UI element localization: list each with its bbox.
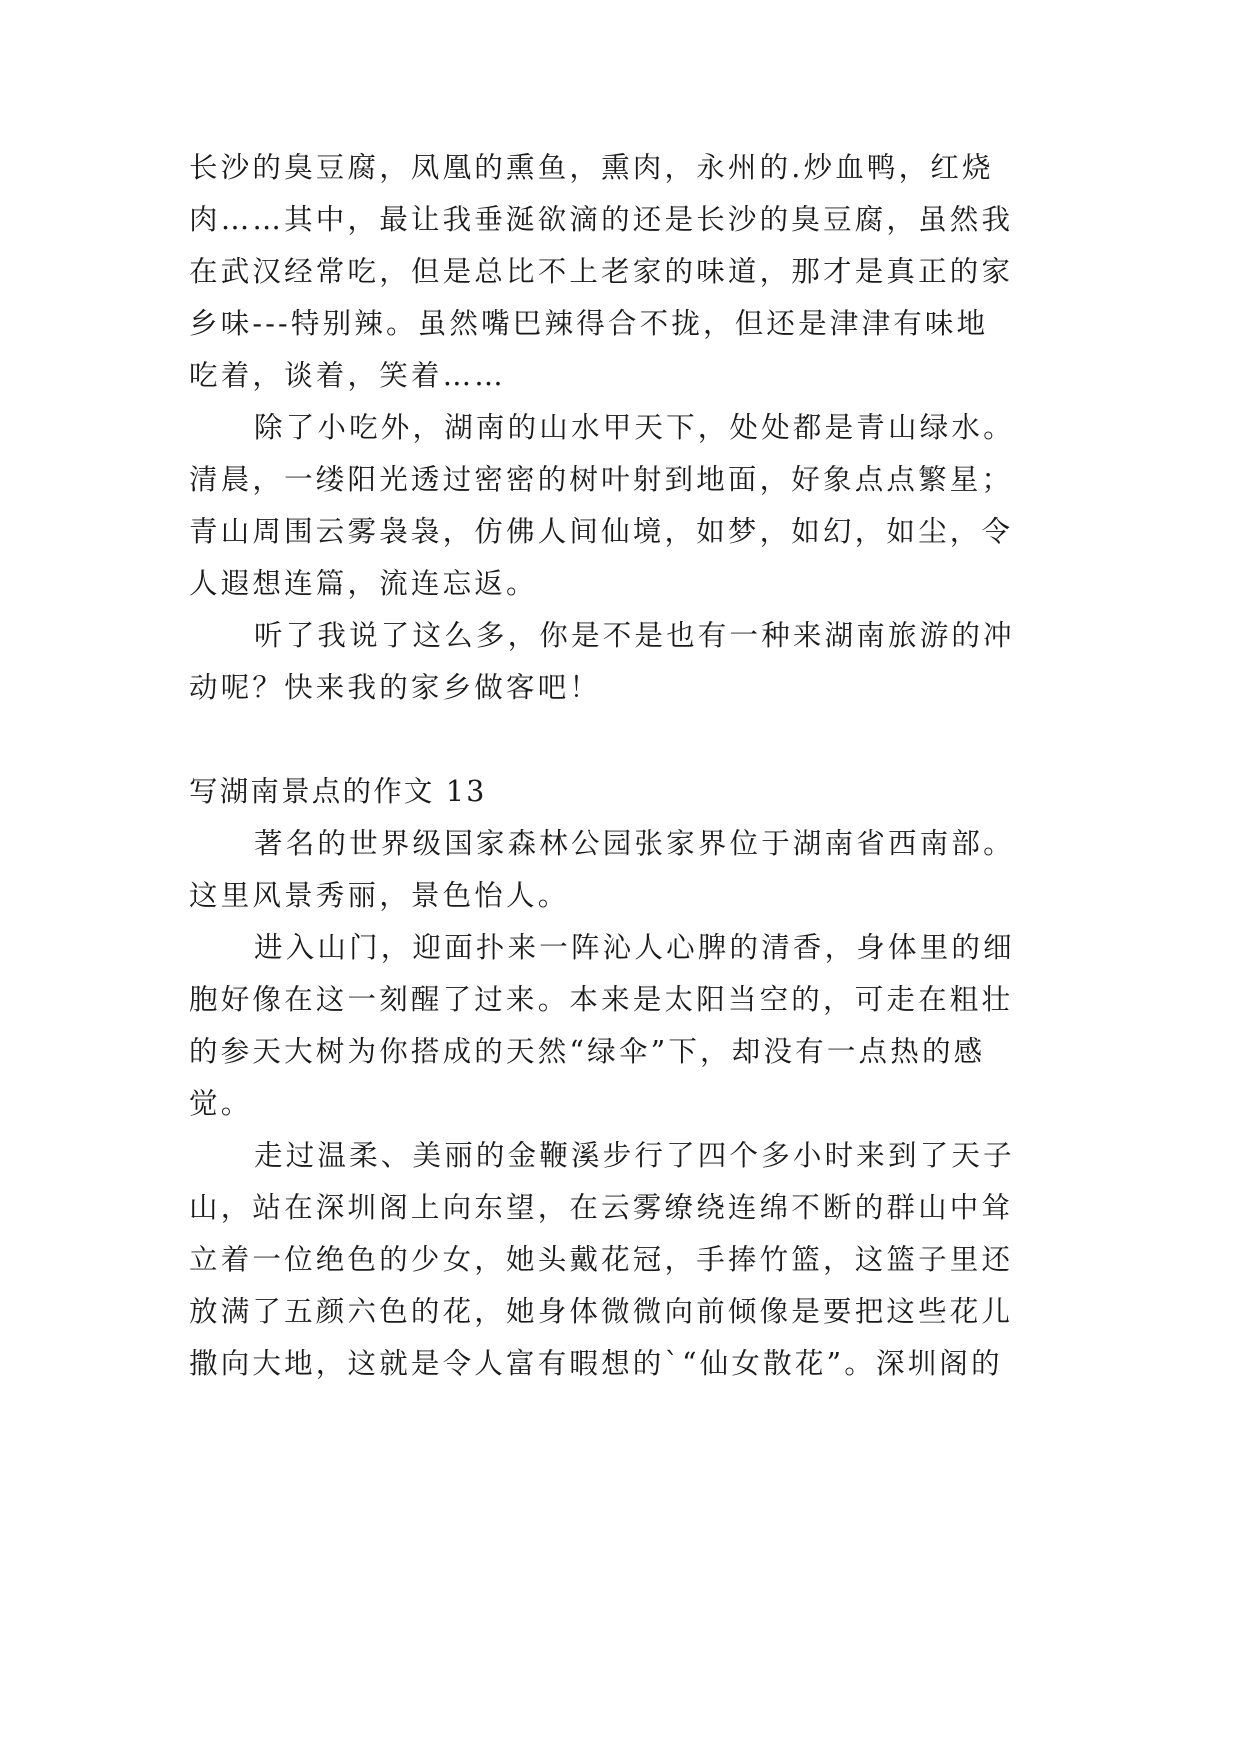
paragraph-start: 听了我说了这么多，你是不是也有一种来湖南旅游的冲: [254, 619, 1015, 652]
text-line: 山，站在深圳阁上向东望，在云雾缭绕连绵不断的群山中耸: [189, 1191, 1014, 1224]
text-line: 觉。: [189, 1087, 253, 1120]
text-line: 长沙的臭豆腐，凤凰的熏鱼，熏肉，永州的.炒血鸭，红烧: [189, 151, 994, 184]
section-heading: 写湖南景点的作文 13: [189, 775, 487, 808]
text-line: 人遐想连篇，流连忘返。: [189, 567, 538, 600]
paragraph-start: 走过温柔、美丽的金鞭溪步行了四个多小时来到了天子: [254, 1139, 1015, 1172]
text-line: 动呢？快来我的家乡做客吧！: [189, 671, 602, 704]
paragraph-start: 进入山门，迎面扑来一阵沁人心脾的清香，身体里的细: [254, 931, 1015, 964]
text-line: 乡味---特别辣。虽然嘴巴辣得合不拢，但还是津津有味地: [189, 307, 989, 340]
text-line: 胞好像在这一刻醒了过来。本来是太阳当空的，可走在粗壮: [189, 983, 1014, 1016]
text-line: 肉……其中，最让我垂涎欲滴的还是长沙的臭豆腐，虽然我: [189, 203, 1014, 236]
text-line: 的参天大树为你搭成的天然“绿伞”下，却没有一点热的感: [189, 1035, 986, 1068]
text-line: 撒向大地，这就是令人富有暇想的`“仙女散花”。深圳阁的: [189, 1347, 1003, 1380]
text-line: 青山周围云雾袅袅，仿佛人间仙境，如梦，如幻，如尘，令: [189, 515, 1014, 548]
text-line: 放满了五颜六色的花，她身体微微向前倾像是要把这些花儿: [189, 1295, 1014, 1328]
text-line: 吃着，谈着，笑着……: [189, 359, 507, 392]
text-line: 清晨，一缕阳光透过密密的树叶射到地面，好象点点繁星；: [189, 463, 1014, 496]
text-line: 这里风景秀丽，景色怡人。: [189, 879, 570, 912]
text-line: 在武汉经常吃，但是总比不上老家的味道，那才是真正的家: [189, 255, 1014, 288]
text-line: 立着一位绝色的少女，她头戴花冠，手捧竹篮，这篮子里还: [189, 1243, 1014, 1276]
paragraph-start: 除了小吃外，湖南的山水甲天下，处处都是青山绿水。: [254, 411, 1015, 444]
paragraph-start: 著名的世界级国家森林公园张家界位于湖南省西南部。: [254, 827, 1015, 860]
